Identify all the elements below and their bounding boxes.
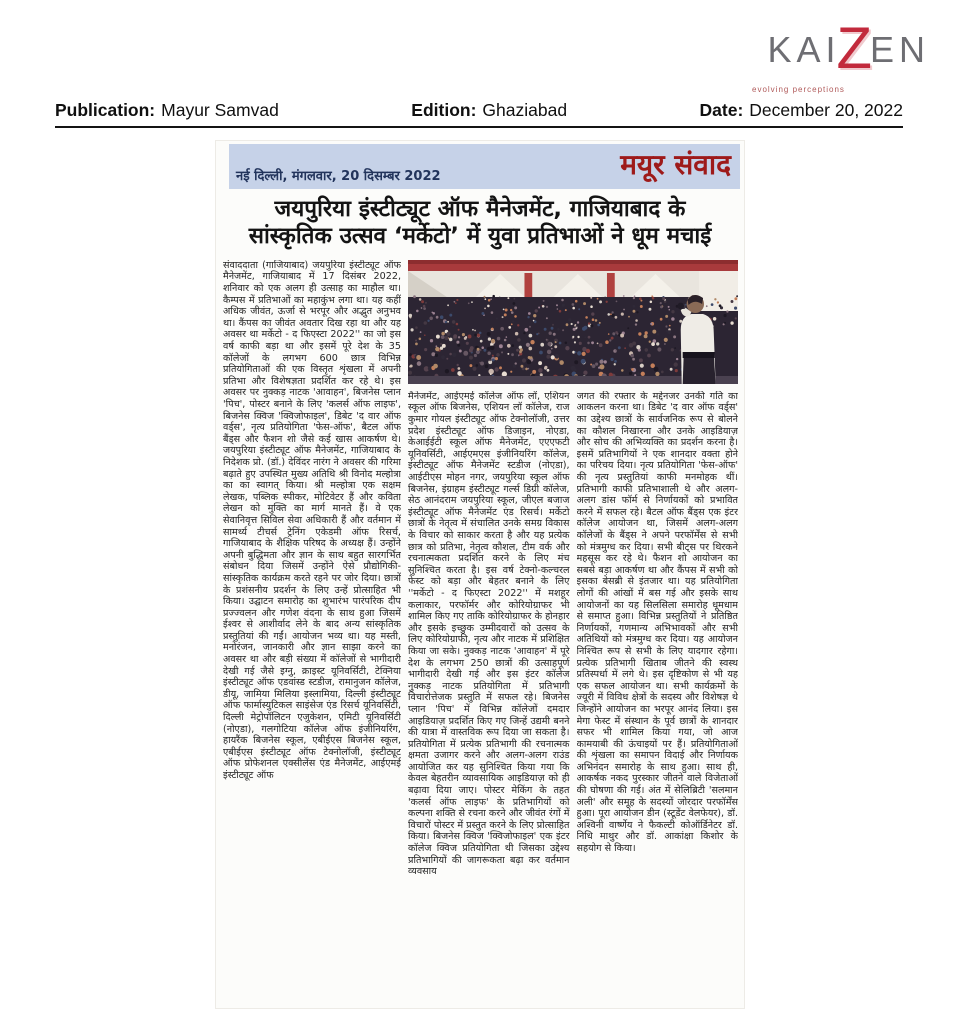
headline-line-1: जयपुरिया इंस्टीट्यूट ऑफ मैनेजमेंट, गाजियाबाद के xyxy=(274,196,686,222)
article-column-3: जगत की रफ्तार के मद्देनजर उनकी गति का आकलन करना था। डिबेट 'द वार ऑफ वर्ड्स' का उद्देश्य छात्रों के सार्वजनिक रूप से बोलने का कौशल निखारना और उनके आइडियाज़ और सोच की अभिव्यक्ति का प्रदर्शन करना है। इसमें प्रतिभागियों ने एक शानदार वक्ता होने का परिचय दिया। नृत्य प्रतियोगिता 'फेस-ऑफ' की नृत्य प्रस्तुतियां काफी मनमोहक थीं। प्रतिभागी काफी प्रतिभाशाली थे और अलग-अलग डांस फॉर्म से निर्णायकों को प्रभावित करने में सफल रहे। बैटल ऑफ बैंड्स एक इंटर कॉलेज आयोजन था, जिसमें अलग-अलग कॉलेजों के बैंड्स ने अपने परफॉर्मेंस से सभी को मंत्रमुग्ध कर दिया। सभी बीट्स पर थिरकने महसूस कर रहे थे। फैशन शो आयोजन का सबसे बड़ा आकर्षण था और कैंपस में सभी को इसका बेसब्री से इंतजार था। यह प्रतियोगिता लोगों की आंखों में बस गई और इसके साथ आयोजनों का यह सिलसिला समारोह धूमधाम से समाप्त हुआ। विभिन्न प्रस्तुतियों ने प्रतिष्ठित निर्णायकों, गणमान्य अभिभावकों और सभी अतिथियों को मंत्रमुग्ध कर दिया। यह आयोजन निश्चित रूप से सभी के लिए यादगार रहेगा। प्रत्येक प्रतिभागी खिताब जीतने की स्वस्थ प्रतिस्पर्धा में लगे थे। इस दृष्टिकोण से भी यह एक सफल आयोजन था। सभी कार्यक्रमों के ज्यूरी में विविध क्षेत्रों के सदस्य और विशेषज्ञ थे जिन्होंने आयोजन का भरपूर आनंद लिया। इस मेगा फेस्ट में संस्थान के पूर्व छात्रों के शानदार सफर भी शामिल किया गया, जो आज कामयाबी की ऊंचाइयों पर हैं। प्रतियोगिताओं की शृंखला का समापन विदाई और निर्णायक अभिनंदन समारोह के साथ हुआ। साथ ही, आकर्षक नकद पुरस्कार जीतने वाले विजेताओं की घोषणा की गई। अंत में सेलिब्रिटी 'सलमान अली' और समूह के सदस्यों जोरदार परफॉर्मेंस हुआ। पूरा आयोजन डीन (स्टूडेंट वेलफेयर), डॉ. अश्विनी वार्ष्णेय ने फैकल्टी कोऑर्डिनेटर डॉ. निधि माथुर और डॉ. आकांक्षा किशोर के सहयोग से किया। xyxy=(576,390,738,855)
masthead-dateline: नई दिल्ली, मंगलवार, 20 दिसम्बर 2022 xyxy=(236,169,441,184)
publication-value: Mayur Samvad xyxy=(161,100,279,120)
date-value: December 20, 2022 xyxy=(749,100,903,120)
publication-field xyxy=(55,100,279,121)
article-headline xyxy=(216,196,744,251)
kaizen-logo xyxy=(730,18,930,98)
date-field xyxy=(700,100,903,121)
festival-photo xyxy=(408,260,738,384)
edition-label: Edition: xyxy=(411,100,477,120)
logo-text-kai: KAI xyxy=(767,29,841,70)
festival-photo-graphic xyxy=(408,260,738,384)
newspaper-clipping xyxy=(215,140,745,1009)
article-right-section xyxy=(408,260,738,1006)
newspaper-masthead xyxy=(229,144,740,189)
newspaper-name: मयूर संवाद xyxy=(620,148,731,181)
article-column-1: संवाददाता (गाजियाबाद) जयपुरिया इंस्टीट्यूट ऑफ मैनेजमेंट, गाजियाबाद में 17 दिसंबर 2022, शनिवार को एक अलग ही उत्साह का माहौल था। कैम्पस में प्रतिभाओं का महाकुंभ लगा था। यह कहीं अधिक जीवंत, ऊर्जा से भरपूर और अद्भुत अनुभव था। कैंपस का जीवंत अवतार दिख रहा था और यह अवसर था मर्केटो - द फिएस्टा 2022'' का जो इस वर्ष काफी बड़ा था और इसमें पूरे देश के 35 कॉलेजों के लगभग 600 छात्र विभिन्न प्रतियोगिताओं की एक विस्तृत शृंखला में अपनी प्रतिभा और विशेषज्ञता प्रदर्शित कर रहे थे। इस अवसर पर नुक्कड़ नाटक 'आवाहन', बिजनेस प्लान 'पिच', पोस्टर बनाने के लिए 'कलर्स ऑफ लाइफ', बिजनेस क्विज 'क्विजोफाइल', डिबेट 'द वार ऑफ वर्ड्स', नृत्य प्रतियोगिता 'फेस-ऑफ', बैटल ऑफ बैंड्स और फैशन शो जैसे कई खास आकर्षण थे। जयपुरिया इंस्टीट्यूट ऑफ मैनेजमेंट, गाजियाबाद के निदेशक प्रो. (डॉ.) देविंदर नारंग ने अवसर की गरिमा बढ़ाते हुए उपस्थित मुख्य अतिथि श्री विनोद मल्होत्रा का का स्वागत् किया। श्री मल्होत्रा एक सक्षम लेखक, पब्लिक स्पीकर, मोटिवेटर हैं और कविता लेखन को मुक्ति का मार्ग मानते हैं। वे एक सेवानिवृत्त सिविल सेवा अधिकारी हैं और वर्तमान में सामर्थ्य टीचर्स ट्रेनिंग एकेडमी ऑफ रिसर्च, गाजियाबाद के शैक्षिक परिषद के अध्यक्ष हैं। उन्होंने अपनी बुद्धिमता और ज्ञान के साथ बहुत सारगर्भित संबोधन दिया जिसमें उन्होंने ऐसे प्रौद्योगिकी-सांस्कृतिक कार्यक्रम करते रहने पर जोर दिया। छात्रों के प्रशंसनीय प्रदर्शन के लिए उन्हें प्रोत्साहित भी किया। उद्घाटन समारोह का शुभारंभ पारंपरिक दीप प्रज्ज्वलन और गणेश वंदना के साथ हुआ जिसमें ईश्वर से आशीर्वाद लेने के बाद अन्य सांस्कृतिक प्रस्तुतियां की गईं। आयोजन भव्य था। यह मस्ती, मनोरंजन, जानकारी और ज्ञान साझा करने का अवसर था और बड़ी संख्या में कॉलेजों से भागीदारी देखी गई जैसे इग्नु, क्राइस्ट यूनिवर्सिटी, टेक्निया इंस्टीट्यूट ऑफ एडवांस्ड स्टडीज, रामानुजन कॉलेज, डीयू, जामिया मिलिया इस्लामिया, दिल्ली इंस्टीट्यूट ऑफ फार्मास्युटिकल साइंसेज एंड रिसर्च यूनिवर्सिटी, दिल्ली मेट्रोपॉलिटन एजुकेशन, एमिटी यूनिवर्सिटी (नोएडा), गलगोटिया कॉलेज ऑफ इंजीनियरिंग, हायरैंक बिजनेस स्कूल, एबीईएस बिजनेस स्कूल, एबीईएस इंस्टीट्यूट ऑफ टेक्नोलॉजी, इंस्टीट्यूट ऑफ प्रोफेशनल एक्सीलेंस एंड मैनेजमेंट, आईएमई इंस्टीट्यूट ऑफ xyxy=(223,259,401,781)
logo-tagline: evolving perceptions xyxy=(752,85,845,94)
logo-letter-z: Z xyxy=(836,16,872,81)
date-label: Date: xyxy=(699,100,744,120)
publication-label: Publication: xyxy=(55,100,156,120)
article-columns-2-3 xyxy=(408,391,738,1006)
headline-line-2: सांस्कृतिक उत्सव ‘मर्केटो’ में युवा प्रतिभाओं ने धूम मचाई xyxy=(248,223,712,250)
clipping-meta-row xyxy=(55,100,903,128)
article-body xyxy=(223,260,738,1006)
edition-field xyxy=(411,100,567,121)
article-column-2: मैनेजमेंट, आईएमई कॉलेज ऑफ लॉ, एशियन स्कूल ऑफ बिजनेस, एशियन लॉ कॉलेज, राज कुमार गोयल इंस्टीट्यूट ऑफ टेक्नोलॉजी, उत्तर प्रदेश इंस्टीट्यूट ऑफ डिजाइन, नोएडा, केआईईटी स्कूल ऑफ मैनेजमेंट, एएएफटी यूनिवर्सिटी, आईएमएस इंजीनियरिंग कॉलेज, इंस्टीट्यूट ऑफ मैनेजमेंट स्टडीज (नोएडा), आईटीएस मोहन नगर, जयपुरिया स्कूल ऑफ बिजनेस, इंग्राहम इंस्टीट्यूट गर्ल्स डिग्री कॉलेज, सेठ आनंदराम जयपुरिया स्कूल, जीएल बजाज इंस्टीट्यूट ऑफ मैनेजमेंट एंड रिसर्च। मर्केटो छात्रों के नेतृत्व में संचालित उनके समग्र विकास के विचार को साकार करता है और यह प्रत्येक छात्र को प्रतिभा, नेतृत्व कौशल, टीम वर्क और रचनात्मकता प्रदर्शित करने के लिए मंच सुनिश्चित करता है। इस वर्ष टेक्नो-कल्चरल फेस्ट को बड़ा और बेहतर बनाने के लिए ''मर्केटो - द फिएस्टा 2022'' में मशहूर कलाकार, परफॉर्मर और कोरियोग्राफर भी शामिल किए गए ताकि कोरियोग्राफर के होनहार और इसके इच्छुक उम्मीदवारों को उत्सव के लिए कोरियोग्राफी, नृत्य और नाटक में प्रशिक्षित किया जा सके। नुक्कड़ नाटक 'आवाहन' में पूरे देश के लगभग 250 छात्रों की उत्साहपूर्ण भागीदारी देखी गई और इस इंटर कॉलेज नुक्कड़ नाटक प्रतियोगिता में प्रतिभागी विचारोत्तेजक प्रस्तुति में सफल रहे। बिजनेस प्लान 'पिच' में विभिन्न कॉलेजों दमदार आइडियाज़ प्रदर्शित किए गए जिन्हें उद्यमी बनने की यात्रा में वास्तविक रूप दिया जा सकता है। प्रतियोगिता में प्रत्येक प्रतिभागी की रचनात्मक क्षमता उजागर करने और अलग-अलग राउंड आयोजित कर यह सुनिश्चित किया गया कि केवल बेहतरीन व्यावसायिक आइडियाज़ को ही बढ़ावा दिया जाए। पोस्टर मेकिंग के तहत 'कलर्स ऑफ लाइफ' के प्रतिभागियों को कल्पना शक्ति से रचना करने और जीवंत रंगों में विचारों पोस्टर में प्रस्तुत करने के लिए प्रोत्साहित किया। बिजनेस क्विज 'क्विजोफाइल' एक इंटर कॉलेज क्विज प्रतियोगिता थी जिसका उद्देश्य प्रतिभागियों की जागरूकता बढ़ा कर वर्तमान व्यवसाय xyxy=(408,390,570,878)
edition-value: Ghaziabad xyxy=(482,100,568,120)
logo-text-en: EN xyxy=(869,29,930,70)
